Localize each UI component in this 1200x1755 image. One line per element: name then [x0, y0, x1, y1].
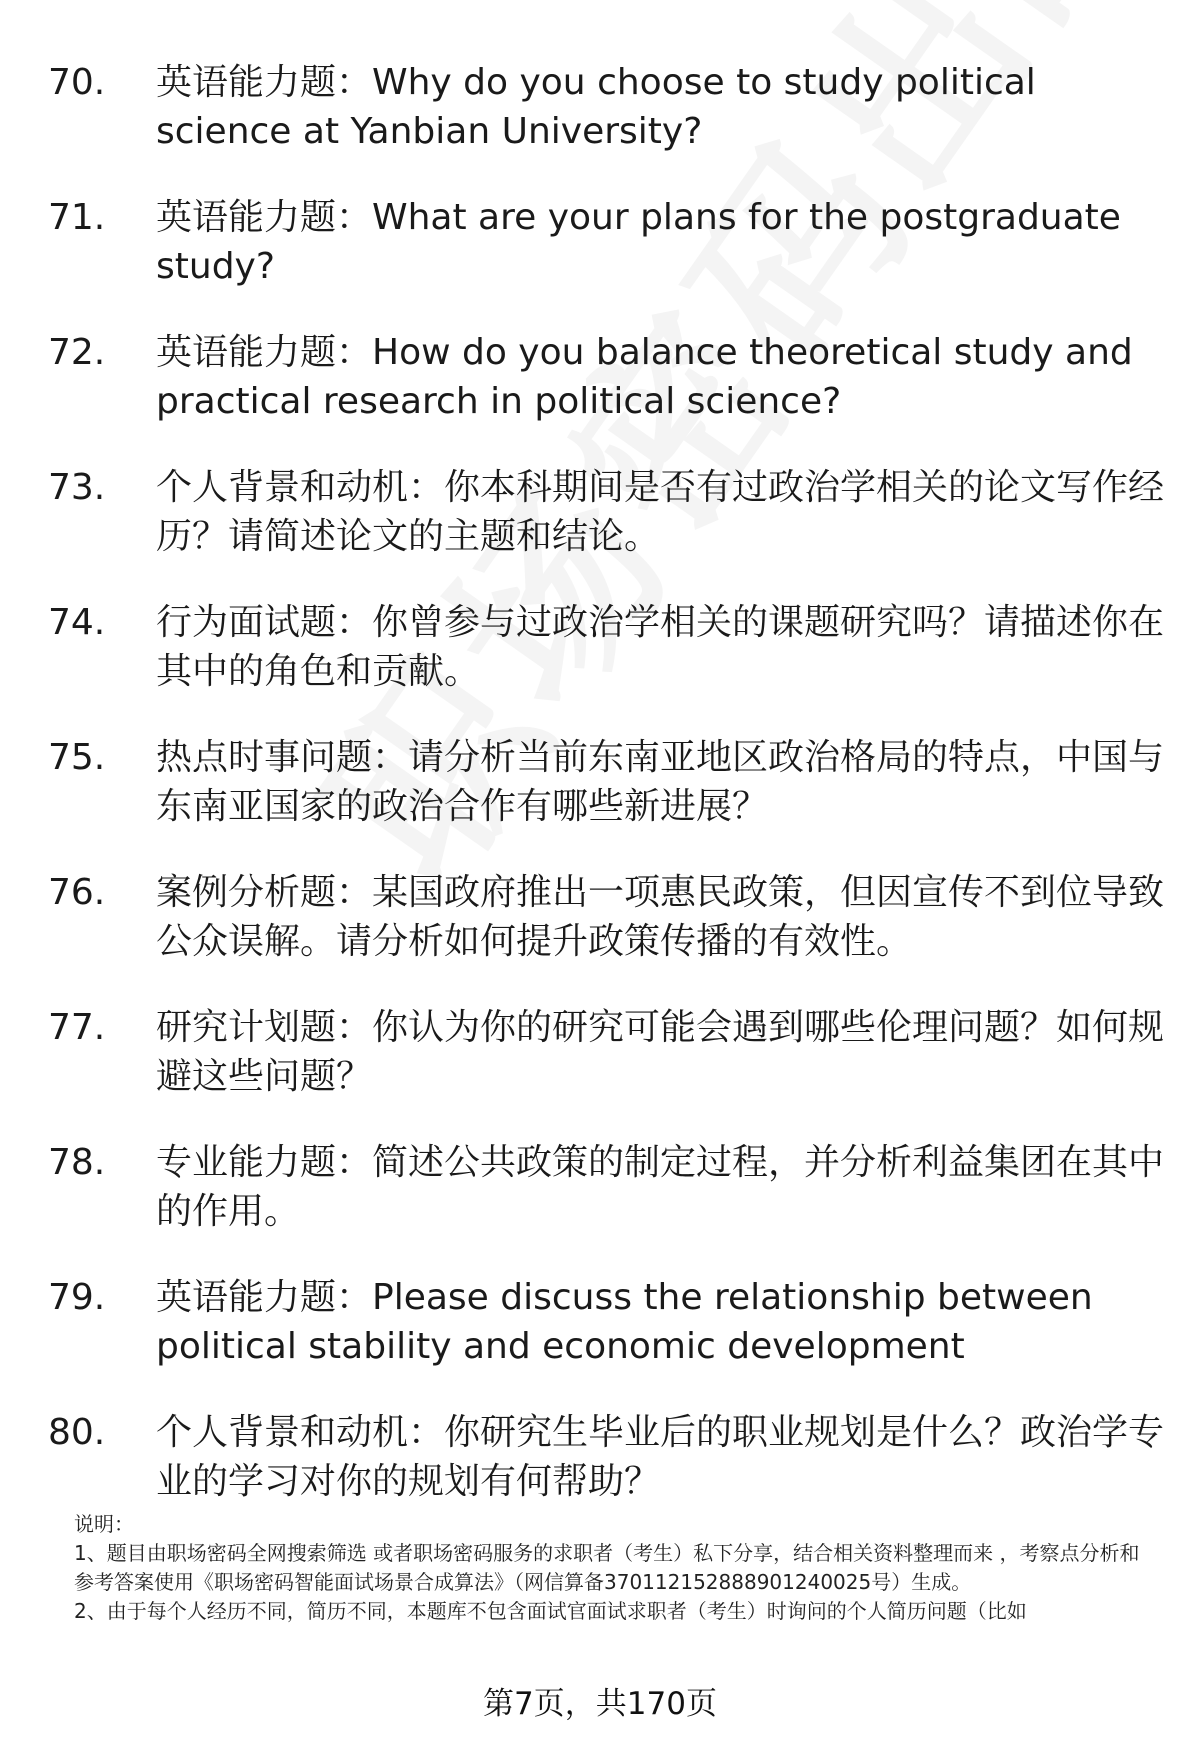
- notes-heading: 说明：: [74, 1512, 134, 1536]
- question-number: 79.: [48, 1277, 106, 1318]
- question-item: [0, 598, 1200, 696]
- question-item: [0, 1138, 1200, 1236]
- question-text: 英语能力题：How do you balance theoretical study and practical research in political science?: [156, 332, 1133, 422]
- question-text: 个人背景和动机：你本科期间是否有过政治学相关的论文写作经历？请简述论文的主题和结论。: [156, 467, 1165, 557]
- question-item: [0, 868, 1200, 966]
- notes-item: 1、题目由职场密码全网搜索筛选 或者职场密码服务的求职者（考生）私下分享，结合相关资料整理而来 ，考察点分析和参考答案使用《职场密码智能面试场景合成算法》（网信算备370112152888901240025号）生成。: [74, 1541, 1140, 1594]
- question-number: 75.: [48, 737, 106, 778]
- notes-item: 2、由于每个人经历不同，简历不同，本题库不包含面试官面试求职者（考生）时询问的个人简历问题（比如: [74, 1599, 1027, 1623]
- question-text: 专业能力题：简述公共政策的制定过程，并分析利益集团在其中的作用。: [156, 1142, 1165, 1232]
- question-text: 英语能力题：Why do you choose to study political science at Yanbian University?: [156, 62, 1036, 152]
- question-text: 英语能力题：What are your plans for the postgraduate study?: [156, 197, 1121, 287]
- question-text: 个人背景和动机：你研究生毕业后的职业规划是什么？政治学专业的学习对你的规划有何帮助？: [156, 1412, 1165, 1502]
- question-number: 74.: [48, 602, 106, 643]
- question-text: 英语能力题：Please discuss the relationship between political stability and economic development: [156, 1277, 1093, 1367]
- question-item: [0, 58, 1200, 156]
- question-number: 78.: [48, 1142, 106, 1183]
- question-item: [0, 733, 1200, 831]
- question-text: 研究计划题：你认为你的研究可能会遇到哪些伦理问题？如何规避这些问题？: [156, 1007, 1165, 1097]
- notes-section: [74, 1510, 1154, 1626]
- question-item: [0, 328, 1200, 426]
- question-number: 72.: [48, 332, 106, 373]
- question-number: 71.: [48, 197, 106, 238]
- question-number: 76.: [48, 872, 106, 913]
- question-number: 77.: [48, 1007, 106, 1048]
- question-text: 案例分析题：某国政府推出一项惠民政策，但因宣传不到位导致公众误解。请分析如何提升政策传播的有效性。: [156, 872, 1165, 962]
- question-text: 行为面试题：你曾参与过政治学相关的课题研究吗？请描述你在其中的角色和贡献。: [156, 602, 1165, 692]
- question-number: 70.: [48, 62, 106, 103]
- question-item: [0, 193, 1200, 291]
- question-list: [0, 58, 1200, 1543]
- page-number: 第7页，共170页: [483, 1686, 717, 1722]
- question-item: [0, 1408, 1200, 1506]
- question-text: 热点时事问题：请分析当前东南亚地区政治格局的特点，中国与东南亚国家的政治合作有哪些新进展？: [156, 737, 1165, 827]
- question-item: [0, 1003, 1200, 1101]
- question-number: 80.: [48, 1412, 106, 1453]
- question-item: [0, 463, 1200, 561]
- question-number: 73.: [48, 467, 106, 508]
- question-item: [0, 1273, 1200, 1371]
